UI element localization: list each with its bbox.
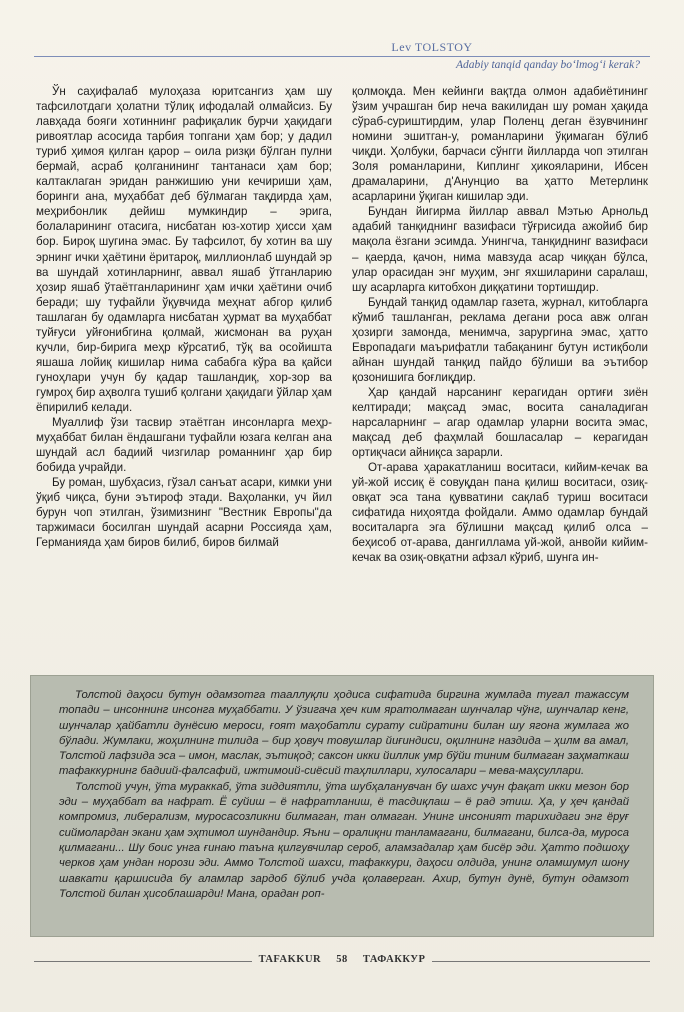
paragraph: Ҳар қандай нарсанинг керагидан ортиғи зиён келтиради; мақсад эмас, восита саналадиган нарсаларнинг – агар одамлар уларни восита эмас, мақсад деб фаҳмлай бошласалар – керагидан ортиқчаси айниқса зарарли. <box>352 385 648 460</box>
paragraph: Муаллиф ўзи тасвир этаётган инсонларга меҳр-муҳаббат билан ёндашгани туфайли юзага келган ана шундай асл бадиий чизгилар романнинг ҳар бир бобида учрайди. <box>36 416 332 475</box>
footer-left-label: TAFAKKUR <box>258 954 322 965</box>
paragraph: От-арава ҳаракатланиш воситаси, кийим-кечак ва уй-жой иссиқ ё совуқдан пана қилиш воситаси, озиқ-овқат эса тана қувватини сақлаб туриш воситаси сифатида ниҳоятда фойдали. Аммо одамлар бундай воситаларга эга бўлишни мақсад қилиб олса – беҳисоб от-арава, дангиллама уй-жой, анвойи кийим-кечак ва озиқ-овқатни афзал кўриб, шунга ин- <box>352 461 648 565</box>
running-header <box>34 40 650 78</box>
paragraph: Бундан йигирма йиллар аввал Мэтью Арнольд адабий танқиднинг вазифаси тўғрисида ажойиб бир мақола ёзгани эсимда. Унингча, танқиднинг вазифаси – қаерда, қачон, нима мавзуда асар чиққан бўлса, улар орасидан энг муҳим, энг яхшиларини саралаш, шу асарларга китобхон диққатини тортишдир. <box>352 205 648 294</box>
footer-rule-right <box>432 961 650 962</box>
article-columns <box>36 84 648 660</box>
paragraph: Бу роман, шубҳасиз, гўзал санъат асари, кимки уни ўқиб чиқса, буни эътироф этади. Ваҳоланки, уч йил бурун чоп этилган, ўзимизнинг "Вестник Европы"да таржимаси босилган шундай асарни Россияда ҳам, Германияда ҳам биров билиб, биров билмай <box>36 476 332 550</box>
column-left <box>36 84 332 660</box>
header-author: Lev TOLSTOY <box>391 40 473 54</box>
page-number: 58 <box>336 954 348 965</box>
page-footer <box>34 952 650 970</box>
column-right <box>352 84 648 660</box>
footer-text <box>34 954 650 965</box>
header-rule <box>34 56 650 57</box>
quote-paragraph: Толстой даҳоси бутун одамзотга тааллуқли ҳодиса сифатида биргина жумлада тугал тажассум топади – инсоннинг инсонга муҳаббати. У ўзигача ҳеч ким яратолмаган шунчалар чўнг, шунчалар кенг, шунчалар ҳайбатли дунёсию мероси, ғоят маҳобатли сурату сийратини билан шу ягона жумлага жо бўлади. Жумлаки, жоҳилнинг тилида – бир ҳовуч товушлар йиғиндиси, оқилнинг наздида – ҳилм ва амал, Толстой лафзида эса – имон, маслак, эътиқод; саксон икки йиллик умр бўйи тиним билмаган заҳматкаш тафаккурнинг бадиий-фалсафий, ижтимоий-сиёсий таҳлиллари, хулосалари – мева-маҳсуллари. <box>59 689 629 778</box>
quote-box <box>30 675 654 937</box>
footer-right-label: ТАФАККУР <box>362 954 426 965</box>
paragraph: қолмоқда. Мен кейинги вақтда олмон адабиётининг ўзим учрашган бир неча вакилидан шу роман ҳақида сўраб-суриштирдим, улар Поленц деган ёзувчининг номини эшитган-у, романларини ўқимаган бўлиб чиқди. Ҳолбуки, барчаси сўнгги йилларда чоп этилган Золя романларини, Киплинг ҳикояларини, Ибсен драмаларини, д'Анунцио ва ҳатто Метерлинк асарларини ўқиган кишилар эди. <box>352 85 648 204</box>
quote-paragraph: Толстой учун, ўта мураккаб, ўта зиддиятли, ўта шубҳаланувчан бу шахс учун фақат икки мезон бор эди – муҳаббат ва нафрат. Ё суйиш – ё нафратланиш, ё тасдиқлаш – ё рад этиш. Ҳа, у ҳеч қандай компромиз, либерализм, муросасозликни билмаган, тан олмаган. Унинг инсоният тарихидаги энг ёруғ сиймолардан экани ҳам эҳтимол шундандир. Яъни – оралиқни танламагани, билмагани, билса-да, муроса қилмагани... Шу боис унга ғинаю таъна қилгувчилар сероб, аламзадалар ҳам бисёр эди. Ҳатто подшоҳу черков ҳам ундан норози эди. Аммо Толстой шахси, тафаккури, даҳоси олдида, унинг оламшумул шону шавкати қаршисида бу аламлар зардоб бўлиб учда қолаверган. Ахир, бутун дунё, бутун одамзот Толстой билан ҳисоблашарди! Мана, орадан роп- <box>59 780 629 900</box>
header-subtitle: Adabiy tanqid qanday bo‘lmog‘i kerak? <box>456 59 640 71</box>
paragraph: Бундай танқид одамлар газета, журнал, китобларга кўмиб ташланган, реклама дегани роса авж олган ҳозирги замонда, менимча, зарургина эмас, ҳатто Европадаги маърифатли табақанинг бутун истиқболи айнан шундай танқид пайдо бўлиши ва эътибор қозонишига боғлиқдир. <box>352 295 648 384</box>
paragraph: Ўн саҳифалаб мулоҳаза юритсангиз ҳам шу тафсилотдаги ҳолатни тўлиқ ифодалай олмайсиз. Бу лавҳада бояги хотиннинг рафиқалик бурчи ҳақидаги ривоятлар асосида тарбия топгани ҳам бор; у дадил туриб ҳимоя қилган қарор – оила ризқи бўлган пулни бермай, асраб қолганининг тантанаси ҳам бор; калтаклаган эридан ранжишию уни кечириши ҳам, боринги ана, муҳаббат деб бўлмаган тақдирда ҳам, меҳрибонлик дейиш мумкиндир – эрига, болаларининг отасига, нисбатан юз-хотир ҳисси ҳам бор. Бироқ шугина эмас. Бу тафсилот, бу хотин ва шу эрнинг ички ҳаётини ёритароқ, миллионлаб шундай эр ва шундай хотинларнинг, аввал яшаб ўтганларию ҳозир яшаб ўтаётганларининг ҳам ички ҳаётини очиб беради; шу туфайли ўқувчида меҳнат абгор қилиб ташлаган бу одамларга нисбатан ҳурмат ва муҳаббат туйғуси уйғонибгина қолмай, жисмонан ва руҳан кучли, бир-бирига меҳр кўрсатиб, тўқ ва осойишта яшаша лойиқ кишилар нима сабабга кўра ва қайси гуноҳлари учун бу қадар ташландиқ, хор-зор ва гумроҳ бир аҳволга тушиб қолгани ҳақидаги ўйлар ҳам ёпирилиб келади. <box>36 85 332 414</box>
